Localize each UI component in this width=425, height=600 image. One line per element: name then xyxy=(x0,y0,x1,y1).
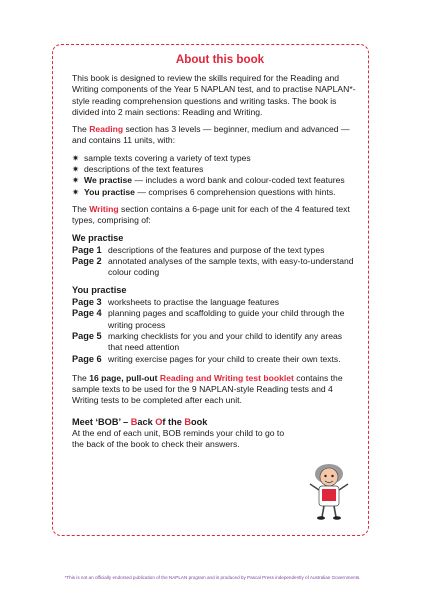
asterisk-icon: ✷ xyxy=(72,152,80,163)
page-item xyxy=(72,256,358,279)
page-item xyxy=(72,245,358,256)
page-item xyxy=(72,331,358,354)
asterisk-icon: ✷ xyxy=(72,164,80,175)
page-desc: annotated analyses of the sample texts, with easy-to-understand colour coding xyxy=(108,256,354,278)
page-label: Page 2 xyxy=(72,256,102,267)
list-item xyxy=(72,164,358,175)
reading-pre: The xyxy=(72,124,90,135)
bob-body: At the end of each unit, BOB reminds your child to go to the back of the book to check their answers. xyxy=(72,428,285,450)
page-label: Page 1 xyxy=(72,244,102,255)
bullet-text: — comprises 6 comprehension questions with hints. xyxy=(134,186,336,197)
booklet-red: Reading and Writing test booklet xyxy=(159,372,294,383)
about-content xyxy=(72,53,358,451)
bob-ack: ack xyxy=(137,416,156,427)
page-item xyxy=(72,354,358,365)
bullet-text: — includes a word bank and colour-coded text features xyxy=(132,175,345,186)
booklet-bold: 16 page, pull-out xyxy=(89,372,160,383)
bob-letter-o: O xyxy=(155,416,163,427)
booklet-paragraph xyxy=(72,373,358,407)
page-item xyxy=(72,308,358,331)
reading-paragraph xyxy=(72,124,358,147)
page-desc: worksheets to practise the language features xyxy=(108,297,280,308)
intro-paragraph: This book is designed to review the skills required for the Reading and Writing components of the Year 5 NAPLAN test, and to practise NAPLAN*-style reading comprehension questions and writing tasks. The book is divided into 2 main sections: Reading and Writing. xyxy=(72,73,356,117)
writing-word: Writing xyxy=(89,203,119,214)
reading-bullets xyxy=(72,153,358,198)
page-title: About this book xyxy=(175,53,265,66)
page-desc: descriptions of the features and purpose of the text types xyxy=(108,244,325,255)
bob-heading xyxy=(72,417,358,428)
bullet-text: sample texts covering a variety of text types xyxy=(84,152,251,163)
booklet-pre: The xyxy=(72,372,90,383)
page-desc: planning pages and scaffolding to guide your child through the writing process xyxy=(108,308,345,330)
bob-letter-b2: B xyxy=(184,416,191,427)
asterisk-icon: ✷ xyxy=(72,175,80,186)
bullet-bold: We practise xyxy=(84,175,133,186)
bob-heading-pre: Meet ‘BOB’ – xyxy=(72,416,131,427)
page-label: Page 4 xyxy=(72,308,102,319)
reading-post: section has 3 levels — beginner, medium and advanced — and contains 11 units, with: xyxy=(72,124,350,146)
booklet-post: contains the sample texts to be used for the 9 NAPLAN-style Reading tests and 4 Writing tests to be completed after each unit. xyxy=(72,372,343,406)
list-item xyxy=(72,187,358,198)
writing-pre: The xyxy=(72,203,90,214)
writing-post: section contains a 6-page unit for each of the 4 featured text types, comprising of: xyxy=(72,203,350,226)
page-label: Page 6 xyxy=(72,353,102,364)
asterisk-icon: ✷ xyxy=(72,186,80,197)
list-item xyxy=(72,175,358,186)
page-desc: marking checklists for you and your child to identify any areas that need attention xyxy=(108,330,343,353)
bob-ook: ook xyxy=(191,416,208,427)
page-desc: writing exercise pages for your child to create their own texts. xyxy=(108,353,341,364)
you-practise-heading: You practise xyxy=(72,284,127,295)
bob-f-the: f the xyxy=(162,416,185,427)
footnote: *This is not an officially endorsed publication of the NAPLAN program and is produced by Pascal Press independently of Australian Governments. xyxy=(64,575,361,580)
page-label: Page 3 xyxy=(72,297,102,308)
writing-paragraph xyxy=(72,204,358,227)
bullet-text: descriptions of the text features xyxy=(84,164,204,175)
we-practise-heading: We practise xyxy=(72,232,124,243)
page-label: Page 5 xyxy=(72,330,102,341)
bob-letter-b: B xyxy=(130,416,138,427)
reading-word: Reading xyxy=(89,124,124,135)
bob-character-icon xyxy=(307,462,351,522)
list-item xyxy=(72,153,358,164)
page-item xyxy=(72,297,358,308)
bullet-bold: You practise xyxy=(84,186,135,197)
